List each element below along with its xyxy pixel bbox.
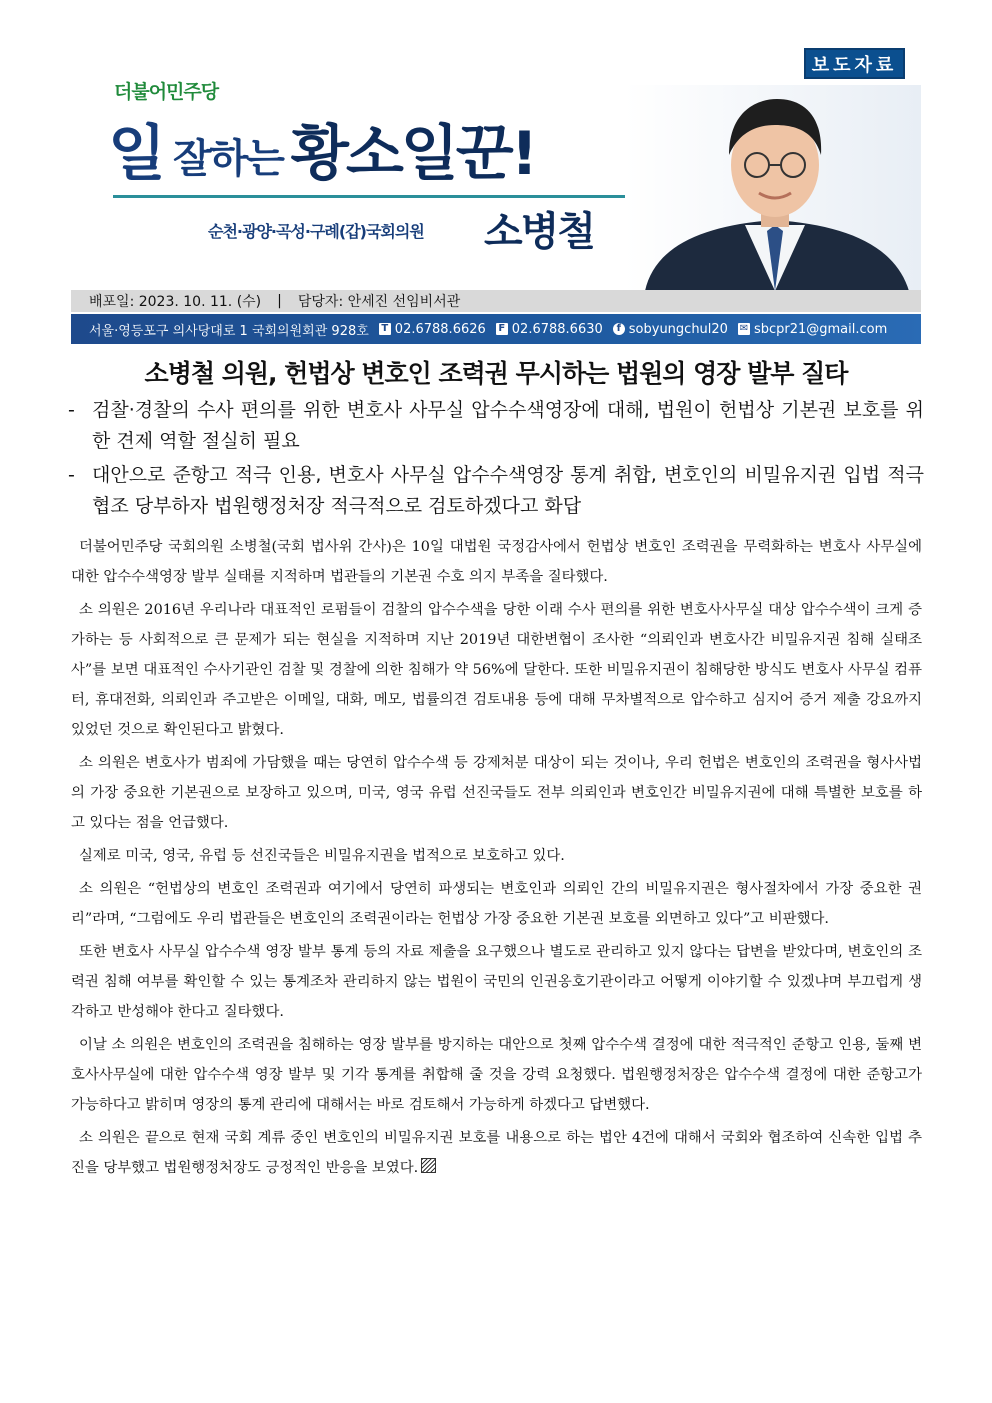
slogan-part-2: 잘하는 (172, 136, 283, 182)
paragraph: 소 의원은 변호사가 범죄에 가담했을 때는 당연히 압수수색 등 강제처분 대상이 되는 것이나, 우리 헌법은 변호인의 조력권을 형사사법의 가장 중요한 기본권으로 보장하고 있으며, 미국, 영국 유럽 선진국들도 전부 의뢰인과 변호인간 비밀유지권에 대해 특별한 보호를 하고 있다는 점을 언급했다. (71, 755, 922, 831)
phone-number: 02.6788.6626 (394, 321, 486, 337)
paragraph: 또한 변호사 사무실 압수수색 영장 발부 통계 등의 자료 제출을 요구했으나 별도로 관리하고 있지 않다는 답변을 받았다며, 변호인의 조력권 침해 여부를 확인할 수 있는 통계조차 관리하지 않는 법원이 국민의 인권옹호기관이라고 어떻게 이야기할 수 있겠냐며 부끄럽게 생각하고 반성해야 한다고 질타했다. (71, 944, 922, 1020)
paragraph-text: 소 의원은 끝으로 현재 국회 계류 중인 변호인의 비밀유지권 보호를 내용으로 하는 법안 4건에 대해서 국회와 협조하여 신속한 입법 추진을 당부했고 법원행정처장도 긍정적인 반응을 보였다. (71, 1130, 922, 1176)
region-label: 순천·광양·곡성·구례(갑)국회의원 (208, 222, 424, 241)
slogan-part-1: 일 (108, 119, 163, 189)
subhead-2 (68, 460, 924, 522)
fax-group (496, 322, 603, 337)
fax-icon: F (496, 323, 508, 335)
headline: 소병철 의원, 헌법상 변호인 조력권 무시하는 법원의 영장 발부 질타 (144, 359, 848, 388)
press-release-badge: 보도자료 (804, 48, 905, 79)
slogan-divider (113, 195, 626, 198)
distribution-date: 배포일: 2023. 10. 11. (수) (89, 294, 262, 310)
subhead-text: 검찰·경찰의 수사 편의를 위한 변호사 사무실 압수수색영장에 대해, 법원이 헌법상 기본권 보호를 위한 견제 역할 절실히 필요 (92, 399, 924, 452)
end-mark-icon (421, 1158, 436, 1173)
facebook-group (613, 322, 728, 337)
distribution-bar (71, 290, 921, 312)
office-address: 서울·영등포구 의사당대로 1 국회의원회관 928호 (89, 323, 369, 339)
paragraph: 이날 소 의원은 변호인의 조력권을 침해하는 영장 발부를 방지하는 대안으로 첫째 압수수색 결정에 대한 적극적인 준항고 인용, 둘째 변호사사무실에 대한 압수수색 영장 발부 및 기각 통계를 취합해 줄 것을 강력 요청했다. 법원행정처장은 압수수색 결정에 대한 준항고가 가능하다고 밝히며 영장의 통계 관리에 대해서는 바로 검토해서 가능하게 하겠다고 답변했다. (71, 1037, 922, 1113)
email-icon: ✉ (739, 323, 749, 334)
politician-portrait-icon (625, 85, 921, 291)
paragraph: 소 의원은 2016년 우리나라 대표적인 로펌들이 검찰의 압수수색을 당한 이래 수사 편의를 위한 변호사사무실 대상 압수수색이 크게 증가하는 등 사회적으로 큰 문제가 되는 현실을 지적하며 지난 2019년 대한변협이 조사한 “의뢰인과 변호사간 비밀유지권 침해 실태조사”를 보면 대표적인 수사기관인 검찰 및 경찰에 의한 침해가 약 56%에 달한다. 또한 비밀유지권이 침해당한 방식도 변호사 사무실 컴퓨터, 휴대전화, 의뢰인과 주고받은 이메일, 대화, 메모, 법률의견 검토내용 등에 대해 무차별적으로 압수하고 심지어 증거 제출 강요까지 있었던 것으로 확인된다고 밝혔다. (71, 602, 922, 738)
fax-number: 02.6788.6630 (511, 321, 603, 337)
lawmaker-name: 소병철 (484, 209, 594, 255)
subhead-1 (68, 395, 924, 457)
facebook-icon: f (613, 323, 625, 335)
distribution-contact: 담당자: 안세진 선임비서관 (297, 294, 461, 310)
article-body (71, 532, 922, 1186)
slogan-part-3: 황소일꾼! (290, 119, 536, 189)
contact-bar (71, 314, 921, 344)
party-logo: 더불어민주당 (114, 81, 219, 103)
email-address: sbcpr21@gmail.com (753, 321, 888, 337)
paragraph: 소 의원은 “헌법상의 변호인 조력권과 여기에서 당연히 파생되는 변호인과 의뢰인 간의 비밀유지권은 형사절차에서 가장 중요한 권리”라며, “그럼에도 우리 법관들은 변호인의 조력권이라는 헌법상 가장 중요한 기본권 보호를 외면하고 있다”고 비판했다. (71, 881, 922, 927)
subhead-dash: - (68, 399, 75, 421)
facebook-handle: sobyungchul20 (628, 321, 728, 337)
paragraph (71, 1123, 922, 1183)
phone-icon: T (379, 323, 391, 335)
slogan (108, 108, 628, 192)
email-group (738, 322, 887, 337)
paragraph: 더불어민주당 국회의원 소병철(국회 법사위 간사)은 10일 대법원 국정감사에서 헌법상 변호인 조력권을 무력화하는 변호사 사무실에 대한 압수수색영장 발부 실태를 지적하며 법관들의 기본권 수호 의지 부족을 질타했다. (71, 539, 922, 585)
subhead-dash: - (68, 464, 75, 486)
phone-group (379, 322, 486, 337)
subhead-text: 대안으로 준항고 적극 인용, 변호사 사무실 압수수색영장 통계 취합, 변호인의 비밀유지권 입법 적극 협조 당부하자 법원행정처장 적극적으로 검토하겠다고 화답 (92, 464, 924, 517)
paragraph: 실제로 미국, 영국, 유럽 등 선진국들은 비밀유지권을 법적으로 보호하고 있다. (79, 848, 565, 864)
distribution-separator: | (277, 293, 282, 309)
